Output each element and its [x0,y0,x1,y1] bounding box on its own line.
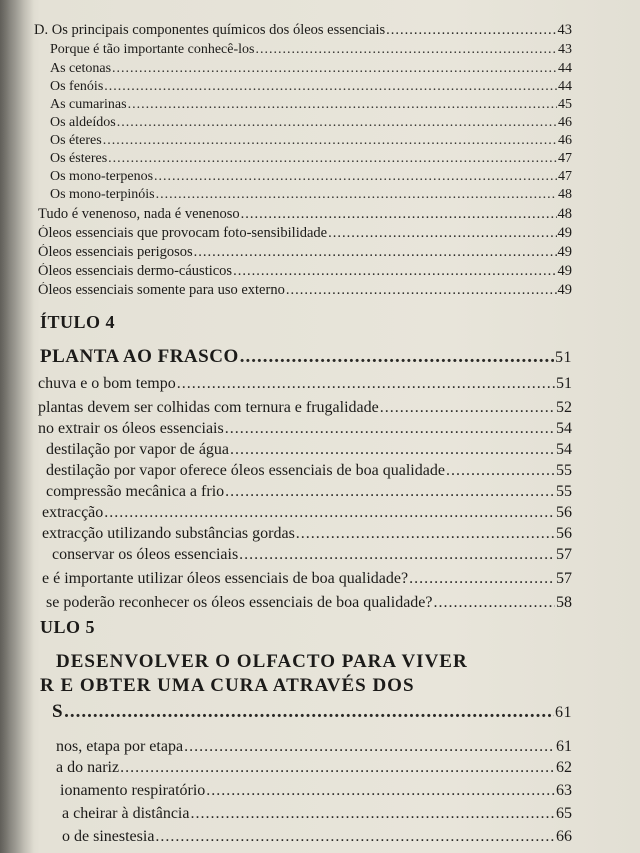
chapter-5-title-line-2: R E OBTER UMA CURA ATRAVÉS DOS [40,675,415,696]
toc-page-number: 51 [556,375,572,392]
toc-page-number: 46 [558,115,572,130]
toc-entry-label: extracção [42,504,104,521]
toc-entry [50,187,572,203]
toc-entry [46,441,572,459]
chapter-title-label: S [52,701,64,722]
toc-entry-section-d [34,22,572,39]
toc-entry [46,594,572,612]
dot-leader [190,805,555,823]
toc-entry-label: chuva e o bom tempo [38,375,176,392]
dot-leader [239,546,555,564]
toc-page-number: 44 [558,79,572,94]
toc-entry-label: o de sinestesia [62,828,155,845]
toc-entry-label: destilação por vapor de água [46,441,230,458]
dot-leader [240,346,554,368]
dot-leader [225,483,555,501]
toc-page-number: 49 [557,225,572,241]
toc-entry-label: a do nariz [56,759,120,776]
toc-entry [38,282,572,299]
toc-entry [38,375,572,393]
toc-page-number: 56 [556,525,572,542]
toc-entry-label: destilação por vapor oferece óleos essenciais de boa qualidade [46,462,445,479]
dot-leader [154,169,557,185]
toc-entry-label: Óleos essenciais dermo-cáusticos [38,263,233,279]
dot-leader [233,263,556,280]
toc-page-number: 66 [556,828,572,845]
chapter-5-heading: ULO 5 [40,617,96,637]
toc-entry [42,504,572,522]
toc-entry [52,546,572,564]
toc-page-number: 45 [558,97,572,112]
toc-page-number: 48 [558,187,572,202]
toc-entry-label: As cetonas [50,61,112,76]
toc-entry-label: nos, etapa por etapa [56,738,184,755]
toc-page-number: 65 [556,805,572,822]
toc-entry [62,828,572,846]
dot-leader [230,441,555,459]
toc-entry [50,97,572,113]
dot-leader [103,133,557,149]
toc-entry-label: se poderão reconhecer os óleos essenciais de boa qualidade? [46,594,433,611]
toc-page-number: 49 [557,282,572,298]
chapter-title-label: PLANTA AO FRASCO [40,346,239,367]
dot-leader [434,594,556,612]
toc-entry [56,759,572,777]
dot-leader [194,244,557,261]
dot-leader [112,61,557,77]
toc-entry-label: Os mono-terpenos [50,169,154,184]
chapter-4-title [40,346,572,368]
toc-entry-label: conservar os óleos essenciais [52,546,239,563]
toc-page-number: 55 [556,462,572,479]
dot-leader [184,738,555,756]
toc-page-number: 52 [556,399,572,416]
toc-entry-label: no extrair os óleos essenciais [38,420,224,437]
toc-page-number: 57 [556,570,572,587]
toc-page-number: 54 [556,420,572,437]
toc-entry-label: D. Os principais componentes químicos dos óleos essenciais [34,22,386,38]
toc-entry-label: Óleos essenciais somente para uso externo [38,282,285,298]
toc-entry-label: Os aldeídos [50,115,116,130]
dot-leader [380,399,555,417]
dot-leader [104,79,557,95]
dot-leader [328,225,556,242]
toc-page-number: 44 [558,61,572,76]
toc-page-number: 49 [557,244,572,260]
toc-entry-label: extracção utilizando substâncias gordas [42,525,295,542]
toc-page-number: 57 [556,546,572,563]
dot-leader [155,828,555,846]
toc-entry [62,805,572,823]
toc-page-number: 43 [557,22,572,38]
toc-entry-label: e é importante utilizar óleos essenciais de boa qualidade? [42,570,409,587]
toc-entry-label: Os fenóis [50,79,104,94]
toc-entry [50,169,572,185]
toc-entry [46,462,572,480]
toc-page-number: 56 [556,504,572,521]
toc-page-number: 55 [556,483,572,500]
toc-entry-label: ionamento respiratório [60,782,206,799]
dot-leader [241,206,557,223]
toc-entry [38,263,572,280]
toc-page-number: 63 [556,782,572,799]
toc-entry [50,115,572,131]
toc-entry [50,133,572,149]
dot-leader [104,504,555,522]
toc-page-number: 54 [556,441,572,458]
dot-leader [225,420,555,438]
toc-entry-label: Os ésteres [50,151,108,166]
toc-entry-label: Tudo é venenoso, nada é venenoso [38,206,240,222]
dot-leader [108,151,557,167]
toc-entry [56,738,572,756]
toc-entry [42,525,572,543]
toc-page-number: 47 [558,169,572,184]
toc-entry-label: As cumarinas [50,97,127,112]
toc-entry [38,225,572,242]
toc-entry-label: plantas devem ser colhidas com ternura e frugalidade [38,399,379,416]
dot-leader [120,759,555,777]
toc-entry [50,61,572,77]
dot-leader [296,525,555,543]
toc-page-number: 62 [556,759,572,776]
toc-entry [38,420,572,438]
toc-entry [38,244,572,261]
toc-page-number: 43 [558,42,572,57]
toc-entry-label: Óleos essenciais perigosos [38,244,193,260]
toc-entry-label: Os mono-terpinóis [50,187,155,202]
dot-leader [177,375,555,393]
toc-page-number: 47 [558,151,572,166]
dot-leader [128,97,557,113]
toc-page-number: 51 [555,349,572,366]
toc-entry [50,42,572,58]
toc-entry [50,79,572,95]
toc-entry [38,206,572,223]
dot-leader [409,570,555,588]
dot-leader [386,22,556,39]
toc-page-number: 61 [556,738,572,755]
toc-page-number: 46 [558,133,572,148]
toc-page-number: 58 [556,594,572,611]
chapter-4-heading: ÍTULO 4 [40,312,116,332]
toc-page-number: 49 [557,263,572,279]
toc-entry-label: compressão mecânica a frio [46,483,225,500]
toc-entry [42,570,572,588]
toc-entry [60,782,572,800]
toc-entry [38,399,572,417]
toc-entry [46,483,572,501]
toc-page-number: 61 [555,704,572,721]
dot-leader [286,282,557,299]
dot-leader [117,115,557,131]
dot-leader [446,462,555,480]
toc-entry-label: Óleos essenciais que provocam foto-sensibilidade [38,225,328,241]
toc-entry-label: a cheirar à distância [62,805,190,822]
dot-leader [255,42,557,58]
dot-leader [206,782,555,800]
chapter-5-title-line-1: DESENVOLVER O OLFACTO PARA VIVER [56,651,468,672]
toc-entry [50,151,572,167]
toc-page-number: 48 [557,206,572,222]
toc-entry-label: Porque é tão importante conhecê-los [50,42,255,57]
dot-leader [64,701,554,723]
dot-leader [156,187,557,203]
toc-entry-label: Os éteres [50,133,102,148]
chapter-5-title-line-3 [52,701,572,723]
